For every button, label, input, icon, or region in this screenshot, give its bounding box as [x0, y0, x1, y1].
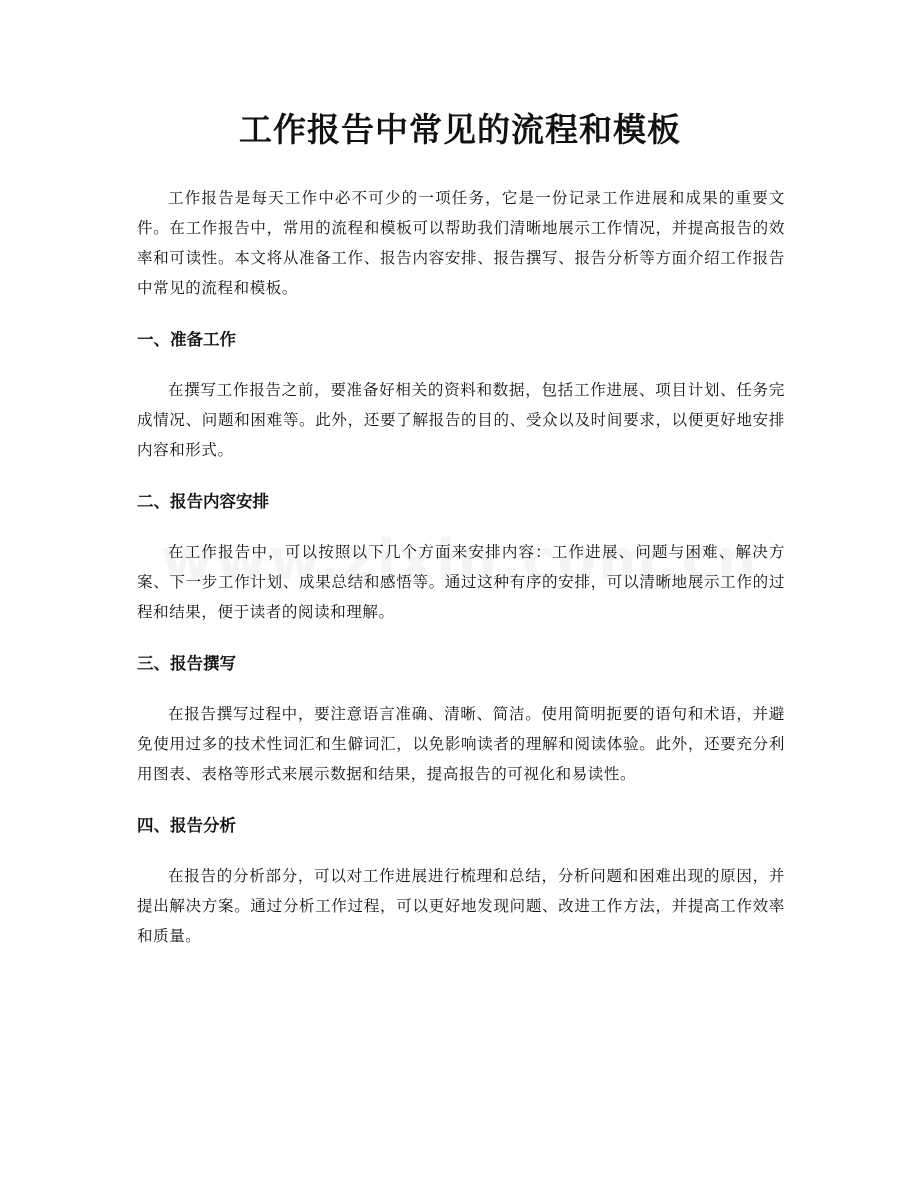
section-heading-content-arrangement: 二、报告内容安排 [137, 492, 269, 511]
section-paragraph-analysis: 在报告的分析部分，可以对工作进展进行梳理和总结，分析问题和困难出现的原因，并提出解决方案。通过分析工作过程，可以更好地发现问题、改进工作方法，并提高工作效率和质量。 [137, 867, 785, 945]
section-heading-analysis: 四、报告分析 [137, 816, 236, 835]
section-paragraph-content-arrangement: 在工作报告中，可以按照以下几个方面来安排内容：工作进展、问题与困难、解决方案、下一步工作计划、成果总结和感悟等。通过这种有序的安排，可以清晰地展示工作的过程和结果，便于读者的阅读和理解。 [137, 543, 785, 621]
page-title: 工作报告中常见的流程和模板 [239, 110, 681, 149]
section-heading-preparation: 一、准备工作 [137, 330, 236, 349]
intro-paragraph: 工作报告是每天工作中必不可少的一项任务，它是一份记录工作进展和成果的重要文件。在工作报告中，常用的流程和模板可以帮助我们清晰地展示工作情况，并提高报告的效率和可读性。本文将从准备工作、报告内容安排、报告撰写、报告分析等方面介绍工作报告中常见的流程和模板。 [137, 189, 785, 297]
section-paragraph-preparation: 在撰写工作报告之前，要准备好相关的资料和数据，包括工作进展、项目计划、任务完成情况、问题和困难等。此外，还要了解报告的目的、受众以及时间要求，以便更好地安排内容和形式。 [137, 381, 785, 459]
section-paragraph-writing: 在报告撰写过程中，要注意语言准确、清晰、简洁。使用简明扼要的语句和术语，并避免使用过多的技术性词汇和生僻词汇，以免影响读者的理解和阅读体验。此外，还要充分利用图表、表格等形式来展示数据和结果，提高报告的可视化和易读性。 [137, 705, 785, 783]
document-body [137, 183, 785, 951]
section-heading-writing: 三、报告撰写 [137, 654, 236, 673]
